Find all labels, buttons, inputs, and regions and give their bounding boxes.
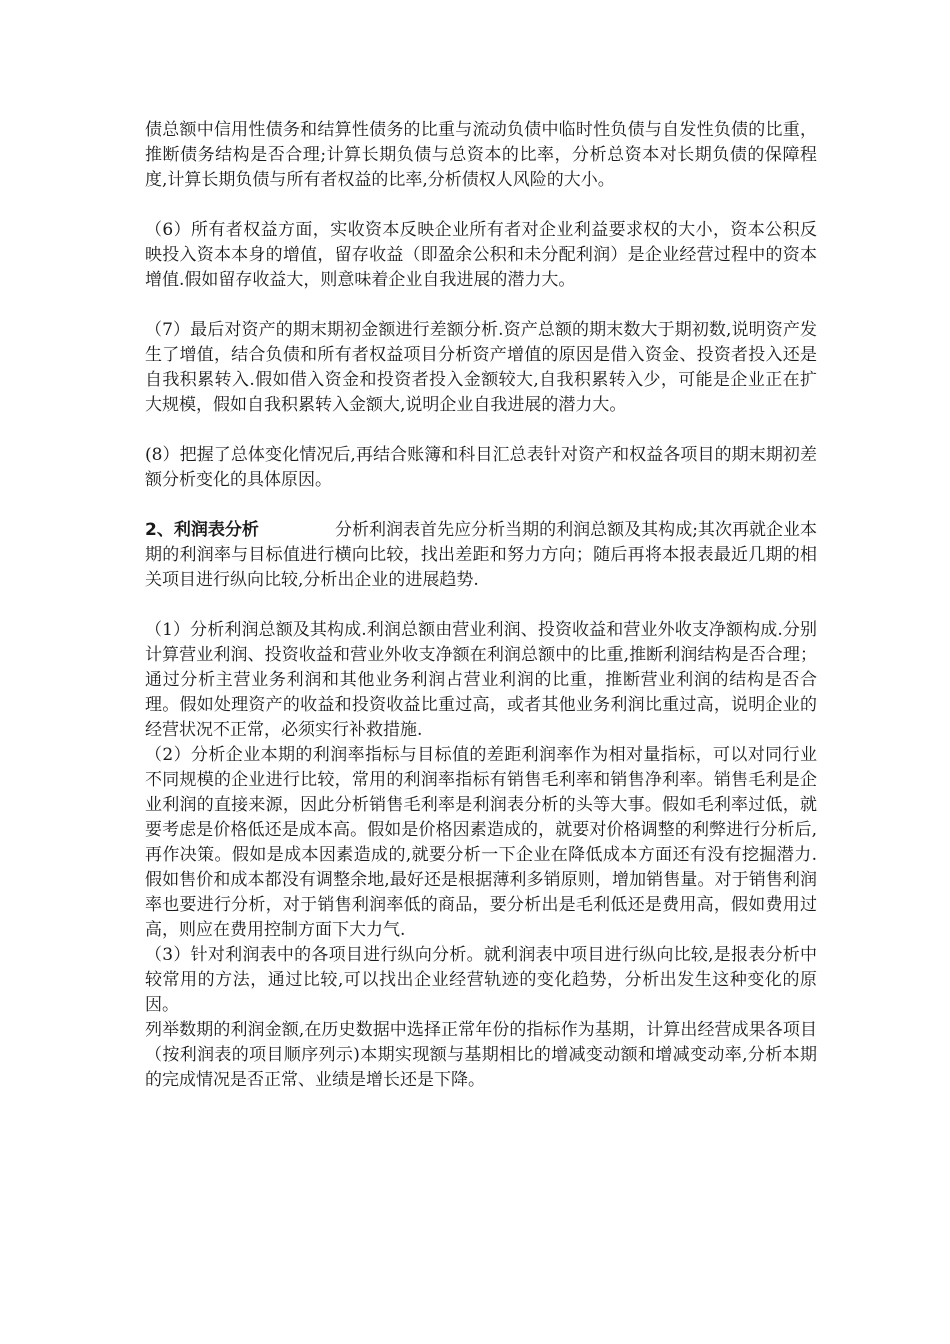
paragraph-asset-difference: （7）最后对资产的期末期初金额进行差额分析.资产总额的期末数大于期初数,说明资产发生了增值，结合负债和所有者权益项目分析资产增值的原因是借入资金、投资者投入还是自我积累转入.假如借入资金和投资者投入金额较大,自我积累转入少，可能是企业正在扩大规模，假如自我积累转入金额大,说明企业自我进展的潜力大。 [145,320,817,415]
paragraph-owner-equity: （6）所有者权益方面，实收资本反映企业所有者对企业利益要求权的大小，资本公积反映投入资本本身的增值，留存收益（即盈余公积和未分配利润）是企业经营过程中的资本增值.假如留存收益大，则意味着企业自我进展的潜力大。 [145,220,817,290]
section-income-statement [145,518,817,593]
paragraph-vertical-analysis: （3）针对利润表中的各项目进行纵向分析。就利润表中项目进行纵向比较,是报表分析中较常用的方法，通过比较,可以找出企业经营轨迹的变化趋势，分析出发生这种变化的原因。 [145,945,817,1015]
paragraph-overall-change: (8）把握了总体变化情况后,再结合账簿和科目汇总表针对资产和权益各项目的期末期初差额分析变化的具体原因。 [145,445,817,490]
paragraph-gap [145,593,817,618]
section-intro-text: 分析利润表首先应分析当期的利润总额及其构成;其次再就企业本期的利润率与目标值进行横向比较，找出差距和努力方向；随后再将本报表最近几期的相关项目进行纵向比较,分析出企业的进展趋势. [145,520,817,590]
paragraph-profit-rate: （2）分析企业本期的利润率指标与目标值的差距利润率作为相对量指标，可以对同行业不同规模的企业进行比较，常用的利润率指标有销售毛利率和销售净利率。销售毛利是企业利润的直接来源，因此分析销售毛利率是利润表分析的头等大事。假如毛利率过低，就要考虑是价格低还是成本高。假如是价格因素造成的，就要对价格调整的利弊进行分析后,再作决策。假如是成本因素造成的,就要分析一下企业在降低成本方面还有没有挖掘潜力.假如售价和成本都没有调整余地,最好还是根据薄利多销原则，增加销售量。对于销售利润率也要进行分析，对于销售利润率低的商品，要分析出是毛利低还是费用高，假如费用过高，则应在费用控制方面下大力气. [145,745,817,940]
paragraph-gap [145,293,817,318]
paragraph-gap [145,493,817,518]
paragraph-gap [145,193,817,218]
paragraph-debt-structure: 债总额中信用性债务和结算性债务的比重与流动负债中临时性负债与自发性负债的比重，推断债务结构是否合理;计算长期负债与总资本的比率，分析总资本对长期负债的保障程度,计算长期负债与所有者权益的比率,分析债权人风险的大小。 [145,120,817,190]
paragraph-gap [145,418,817,443]
section-heading: 2、利润表分析 [145,520,259,540]
document-page [145,118,817,1093]
paragraph-multi-period: 列举数期的利润金额,在历史数据中选择正常年份的指标作为基期，计算出经营成果各项目（按利润表的项目顺序列示)本期实现额与基期相比的增减变动额和增减变动率,分析本期的完成情况是否正常、业绩是增长还是下降。 [145,1020,817,1090]
paragraph-profit-composition: （1）分析利润总额及其构成.利润总额由营业利润、投资收益和营业外收支净额构成.分别计算营业利润、投资收益和营业外收支净额在利润总额中的比重,推断利润结构是否合理；通过分析主营业务利润和其他业务利润占营业利润的比重，推断营业利润的结构是否合理。假如处理资产的收益和投资收益比重过高，或者其他业务利润比重过高，说明企业的经营状况不正常，必须实行补救措施. [145,620,817,740]
